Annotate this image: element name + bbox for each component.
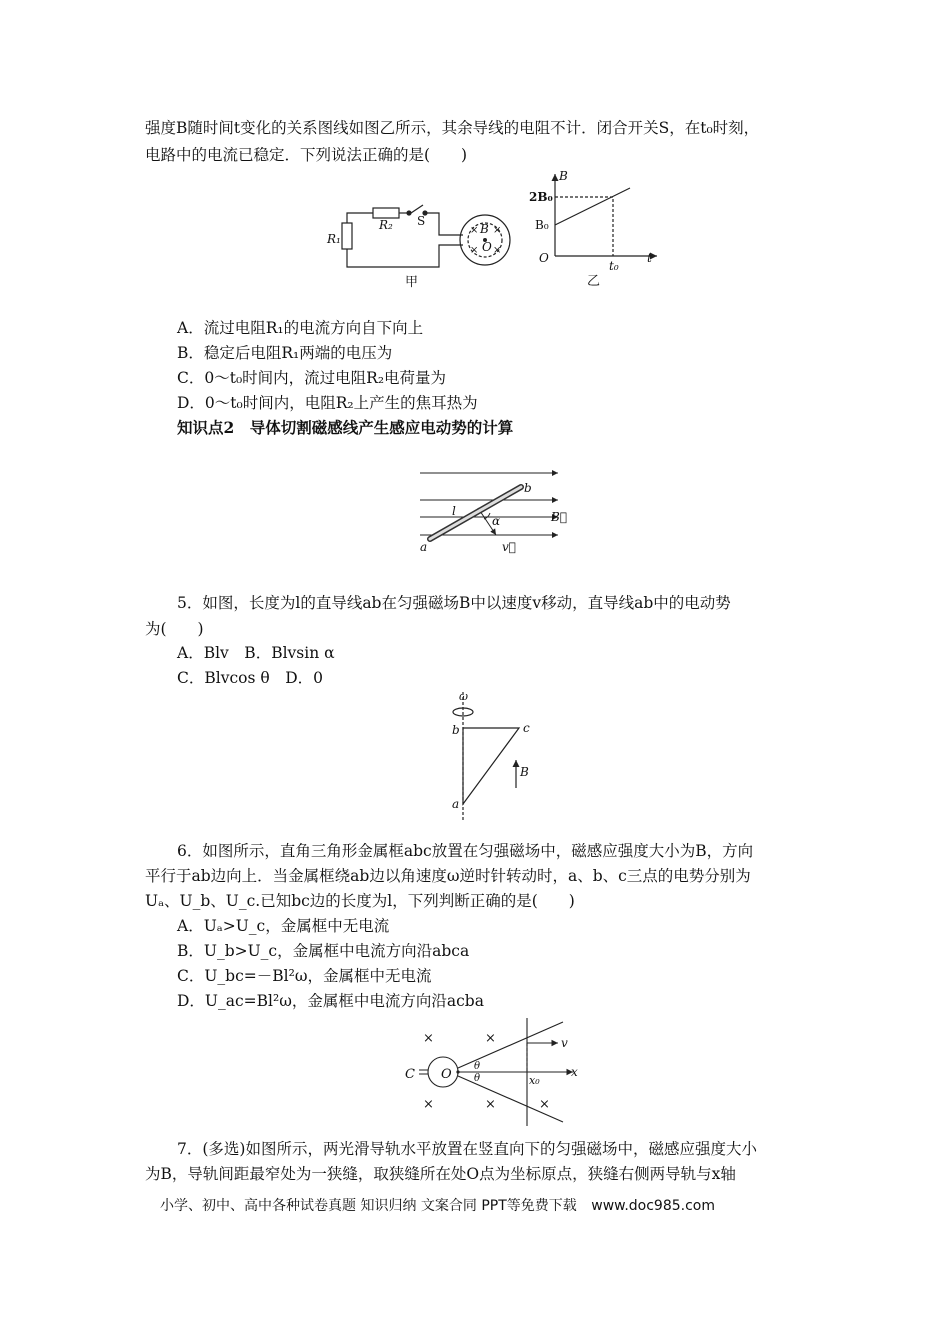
label-x0: x₀ xyxy=(529,1074,540,1087)
label-r1: R₁ xyxy=(327,232,341,246)
q6-option-d: D．U_ac=Bl²ω，金属框中电流方向沿acba xyxy=(177,992,484,1010)
tick-t0: t₀ xyxy=(609,259,619,273)
label-o: O xyxy=(482,240,492,254)
label-theta-top: θ xyxy=(474,1061,481,1072)
svg-text:×: × xyxy=(470,225,479,236)
footer-link[interactable]: www.doc985.com xyxy=(591,1198,715,1214)
tick-2b0: 2B₀ xyxy=(529,190,553,204)
q6-option-c: C．U_bc=－Bl²ω，金属框中无电流 xyxy=(177,967,432,985)
label-r2: R₂ xyxy=(379,218,393,232)
label-a-vertex: a xyxy=(452,797,460,811)
q5-options-cd: C．Blvcos θ D．0 xyxy=(177,669,323,687)
label-velocity: v⃗ xyxy=(502,540,516,554)
svg-text:×: × xyxy=(423,1097,434,1112)
label-c: C xyxy=(405,1067,415,1082)
label-o: O xyxy=(441,1067,452,1082)
svg-text:×: × xyxy=(493,225,502,236)
switch-s xyxy=(411,205,423,213)
section-title: 知识点2 导体切割磁感线产生感应电动势的计算 xyxy=(177,418,514,437)
axis-label-b: B xyxy=(559,169,568,183)
label-v: v xyxy=(561,1036,568,1050)
rod-figure xyxy=(418,463,578,563)
label-field-b: B xyxy=(520,765,529,779)
q6-option-b: B．U_b>U_c，金属框中电流方向沿abca xyxy=(177,942,470,960)
q4-option-d: D．0～t₀时间内，电阻R₂上产生的焦耳热为 xyxy=(177,394,478,412)
caption-jia: 甲 xyxy=(405,275,419,290)
label-theta-bottom: θ xyxy=(474,1073,481,1084)
label-c-vertex: c xyxy=(523,721,530,735)
resistor-r2 xyxy=(373,208,399,218)
q5-options-ab: A．Blv B．Blvsin α xyxy=(177,644,335,662)
q4-stem-line2: 电路中的电流已稳定．下列说法正确的是( ) xyxy=(145,146,468,164)
circuit-figure xyxy=(325,185,505,295)
footer-text: 小学、初中、高中各种试卷真题 知识归纳 文案合同 PPT等免费下载 xyxy=(160,1198,577,1214)
q6-stem-line1: 6．如图所示，直角三角形金属框abc放置在匀强磁场中，磁感应强度大小为B，方向 xyxy=(177,842,754,860)
alpha-arc xyxy=(484,513,490,519)
bt-graph xyxy=(525,168,670,293)
svg-text:×: × xyxy=(539,1097,550,1112)
guide-lines xyxy=(555,197,613,256)
svg-text:×: × xyxy=(423,1031,434,1046)
label-b-end: b xyxy=(524,481,532,495)
b-line xyxy=(555,188,630,225)
svg-text:×: × xyxy=(485,1031,496,1046)
label-s: S xyxy=(417,214,426,228)
svg-text:×: × xyxy=(485,1097,496,1112)
frame-abc xyxy=(463,728,519,804)
label-alpha: α xyxy=(492,514,501,528)
rails-figure xyxy=(403,1018,583,1126)
footer xyxy=(160,1195,725,1215)
label-b: B xyxy=(480,222,489,236)
svg-text:×: × xyxy=(493,245,502,256)
label-omega: ω xyxy=(459,690,468,703)
q4-option-c: C．0～t₀时间内，流过电阻R₂电荷量为 xyxy=(177,369,447,387)
resistor-r1 xyxy=(342,223,352,249)
label-field: B⃗ xyxy=(551,510,568,524)
q7-stem-line2: 为B，导轨间距最窄处为一狭缝，取狭缝所在处O点为坐标原点，狭缝右侧两导轨与x轴 xyxy=(145,1165,736,1183)
label-l: l xyxy=(452,504,456,518)
q4-option-a: A．流过电阻R₁的电流方向自下向上 xyxy=(177,319,424,337)
label-x: x xyxy=(571,1065,578,1079)
caption-yi: 乙 xyxy=(587,274,601,289)
tick-b0: B₀ xyxy=(535,218,549,232)
q5-stem-line1: 5．如图，长度为l的直导线ab在匀强磁场B中以速度v移动，直导线ab中的电动势 xyxy=(177,594,731,612)
q4-stem-line1: 强度B随时间t变化的关系图线如图乙所示，其余导线的电阻不计．闭合开关S，在t₀时刻， xyxy=(145,119,760,137)
capacitor-c xyxy=(419,1070,428,1074)
q7-stem-line1: 7．(多选)如图所示，两光滑导轨水平放置在竖直向下的匀强磁场中，磁感应强度大小 xyxy=(177,1140,757,1158)
q6-stem-line3: Uₐ、U_b、U_c.已知bc边的长度为l，下列判断正确的是( ) xyxy=(145,892,575,910)
q6-stem-line2: 平行于ab边向上．当金属框绕ab边以角速度ω逆时针转动时，a、b、c三点的电势分别为 xyxy=(145,867,751,885)
svg-text:×: × xyxy=(470,245,479,256)
origin-label: O xyxy=(539,251,549,265)
label-b-vertex: b xyxy=(452,723,460,737)
q5-stem-line2: 为( ) xyxy=(145,620,204,638)
label-a-end: a xyxy=(420,540,428,554)
axis-label-t: t xyxy=(647,251,652,265)
q6-option-a: A．Uₐ>U_c，金属框中无电流 xyxy=(177,917,390,935)
q4-option-b: B．稳定后电阻R₁两端的电压为 xyxy=(177,344,393,362)
triangle-frame-figure xyxy=(448,688,543,826)
